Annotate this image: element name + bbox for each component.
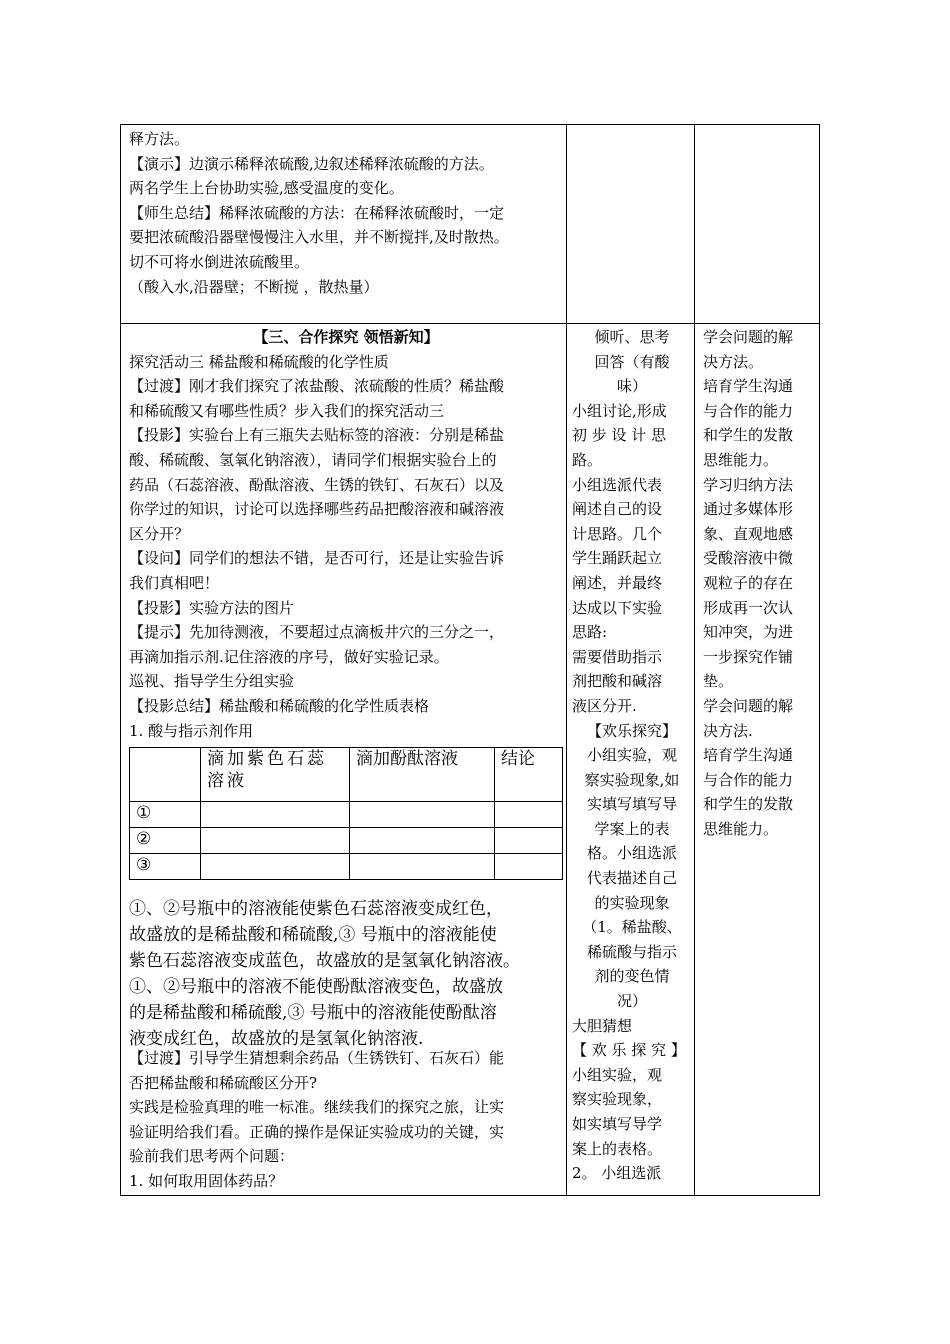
text-line: 察实验现象，	[572, 1090, 663, 1109]
text-line: 【过渡】刚才我们探究了浓盐酸、浓硫酸的性质？稀盐酸	[129, 377, 505, 396]
text-line: 液区分开.	[572, 696, 637, 715]
table-top-border	[120, 124, 820, 125]
text-line: 1. 如何取用固体药品？	[129, 1171, 284, 1190]
text-line: 学会问题的解	[703, 696, 794, 715]
text-line: 实践是检验真理的唯一标准。继续我们的探究之旅，让实	[129, 1098, 505, 1117]
text-line: 故盛放的是稀盐酸和稀硫酸,③ 号瓶中的溶液能使	[129, 925, 497, 945]
text-line: 计思路。几个	[572, 524, 663, 543]
table-header-cell	[130, 748, 201, 802]
table-cell	[350, 828, 495, 854]
text-line: 2。 小组选派	[572, 1164, 662, 1183]
text-line: 大胆猜想	[572, 1016, 633, 1035]
table-cell	[350, 854, 495, 880]
table-cell	[201, 854, 350, 880]
row-number-cell: ②	[130, 828, 201, 854]
text-line: 你学过的知识，讨论可以选择哪些药品把酸溶液和碱溶液	[129, 500, 505, 519]
table-cell	[495, 802, 563, 828]
text-line: 路。	[572, 450, 603, 469]
text-line: 和学生的发散	[703, 795, 794, 814]
text-line: 察实验现象,如	[584, 770, 680, 789]
text-line: ①、②号瓶中的溶液不能使酚酞溶液变色，故盛放	[129, 977, 503, 997]
text-line: 液变成红色，故盛放的是氢氧化钠溶液.	[129, 1029, 424, 1049]
text-line: （酸入水,沿器壁；不断搅 ，散热量）	[129, 277, 379, 296]
table-cell	[201, 828, 350, 854]
text-line: 我们真相吧！	[129, 573, 220, 592]
table-right-border	[819, 124, 820, 1196]
section-heading: 【三、合作探究 领悟新知】	[253, 328, 439, 346]
text-line: 探究活动三 稀盐酸和稀硫酸的化学性质	[129, 352, 389, 371]
table-left-border	[120, 124, 121, 1196]
text-line: 达成以下实验	[572, 598, 663, 617]
text-line: 【投影总结】稀盐酸和稀硫酸的化学性质表格	[129, 696, 430, 715]
main-row-teacher-activity	[129, 325, 563, 743]
text-line: 与合作的能力	[703, 401, 794, 420]
text-line: 【 欢 乐 探 究 】	[572, 1041, 686, 1060]
table-bottom-border	[120, 1195, 820, 1196]
text-line: 巡视、指导学生分组实验	[129, 672, 295, 691]
text-line: 小组实验，观	[586, 746, 677, 765]
text-line: 形成再一次认	[703, 598, 794, 617]
text-line: 实填写填写导	[586, 795, 677, 814]
text-line: 回答（有酸	[594, 352, 670, 371]
text-line: 思维能力。	[703, 450, 779, 469]
text-line: 知冲突，为进	[703, 623, 794, 642]
text-line: 和学生的发散	[703, 426, 794, 445]
text-line: 阐述，并最终	[572, 573, 663, 592]
text-line: 如实填写导学	[572, 1115, 663, 1133]
text-line: 【设问】同学们的想法不错，是否可行，还是让实验告诉	[129, 549, 505, 568]
text-line: 否把稀盐酸和稀硫酸区分开?	[129, 1073, 318, 1092]
text-line: 培育学生沟通	[703, 377, 794, 396]
transition-text	[129, 1046, 563, 1194]
text-line: 【师生总结】稀释浓硫酸的方法：在稀释浓硫酸时，一定	[129, 203, 505, 222]
text-line: 剂的变色情	[594, 967, 670, 986]
text-line: 垫。	[703, 672, 734, 691]
text-line: 学会问题的解	[703, 328, 794, 346]
table-header-cell: 结论	[495, 748, 563, 802]
text-line: 受酸溶液中微	[703, 549, 794, 568]
student-activity-column	[572, 325, 692, 1186]
table-header-row	[130, 748, 563, 802]
text-line: 小组选派代表	[572, 475, 663, 494]
text-line: 观粒子的存在	[703, 573, 794, 592]
text-line: 象、直观地感	[703, 524, 794, 543]
text-line: 1. 酸与指示剂作用	[129, 721, 254, 740]
text-line: 初 步 设 计 思	[572, 426, 667, 445]
text-line: 与合作的能力	[703, 770, 794, 789]
text-line: 味）	[616, 377, 647, 396]
text-line: 两名学生上台协助实验,感受温度的变化。	[129, 179, 404, 198]
text-line: 验证明给我们看。正确的操作是保证实验成功的关键，实	[129, 1122, 505, 1141]
text-line: 阐述自己的设	[572, 500, 663, 519]
text-line: 【欢乐探究】	[586, 721, 677, 740]
text-line: 案上的表格。	[572, 1139, 663, 1158]
text-line: 学生踊跃起立	[572, 549, 663, 568]
text-line: 区分开？	[129, 524, 190, 543]
text-line: 【演示】边演示稀释浓硫酸,边叙述稀释浓硫酸的方法。	[129, 154, 494, 173]
text-line: 代表描述自己	[586, 869, 677, 888]
text-line: 要把浓硫酸沿器壁慢慢注入水里，并不断搅拌,及时散热。	[129, 228, 509, 247]
table-header-cell: 滴加紫色石蕊溶液	[201, 748, 350, 802]
text-line: 验前我们思考两个问题：	[129, 1147, 295, 1166]
text-line: 释方法。	[129, 130, 190, 148]
row-number-cell: ①	[130, 802, 201, 828]
text-line: 倾听、思考	[594, 328, 670, 346]
table-cell	[495, 854, 563, 880]
table-cell	[495, 828, 563, 854]
text-line: （1。稀盐酸、	[582, 918, 682, 937]
text-line: 思维能力。	[703, 819, 779, 838]
text-line: 学习归纳方法	[703, 475, 794, 494]
text-line: 一步探究作铺	[703, 647, 794, 666]
table-row	[130, 854, 563, 880]
text-line: 【投影】实验方法的图片	[129, 598, 295, 617]
text-line: 况）	[616, 992, 647, 1011]
row-number-cell: ③	[130, 854, 201, 880]
text-line: 药品（石蕊溶液、酚酞溶液、生锈的铁钉、石灰石）以及	[129, 475, 505, 494]
text-line: 小组实验，观	[572, 1065, 663, 1084]
text-line: 【投影】实验台上有三瓶失去贴标签的溶液：分别是稀盐	[129, 426, 505, 445]
text-line: 决方法.	[703, 721, 753, 740]
design-intent-column	[703, 325, 817, 841]
text-line: 酸、稀硫酸、氢氧化钠溶液），请同学们根据实验台上的	[129, 450, 497, 469]
indicator-conclusions	[129, 896, 563, 1052]
column-divider-1	[566, 124, 567, 1196]
text-line: 的是稀盐酸和稀硫酸,③ 号瓶中的溶液能使酚酞溶	[129, 1003, 497, 1023]
text-line: 培育学生沟通	[703, 746, 794, 765]
indicator-table	[129, 747, 563, 880]
text-line: 再滴加指示剂.记住溶液的序号，做好实验记录。	[129, 647, 449, 666]
table-row	[130, 828, 563, 854]
text-line: 学案上的表	[594, 819, 670, 838]
text-line: 小组讨论,形成	[572, 401, 667, 420]
text-line: 思路:	[572, 623, 608, 642]
column-divider-2	[694, 124, 695, 1196]
text-line: 稀硫酸与指示	[586, 942, 677, 961]
text-line: 和稀硫酸又有哪些性质？步入我们的探究活动三	[129, 401, 445, 420]
text-line: 通过多媒体形	[703, 500, 794, 519]
text-line: 格。小组选派	[586, 844, 677, 863]
text-line: 【过渡】引导学生猜想剩余药品（生锈铁钉、石灰石）能	[129, 1049, 505, 1067]
table-cell	[201, 802, 350, 828]
table-cell	[350, 802, 495, 828]
text-line: 【提示】先加待测液，不要超过点滴板井穴的三分之一，	[129, 623, 505, 642]
text-line: 切不可将水倒进浓硫酸里。	[129, 252, 310, 271]
text-line: ①、②号瓶中的溶液能使紫色石蕊溶液变成红色，	[129, 899, 503, 919]
top-row-teacher-activity	[129, 127, 563, 299]
text-line: 决方法。	[703, 352, 764, 371]
text-line: 紫色石蕊溶液变成蓝色，故盛放的是氢氧化钠溶液。	[129, 951, 520, 971]
text-line: 的实验现象	[594, 893, 670, 912]
table-header-cell: 滴加酚酞溶液	[350, 748, 495, 802]
text-line: 需要借助指示	[572, 647, 663, 666]
text-line: 剂把酸和碱溶	[572, 672, 663, 691]
row-divider	[120, 323, 820, 324]
table-row	[130, 802, 563, 828]
